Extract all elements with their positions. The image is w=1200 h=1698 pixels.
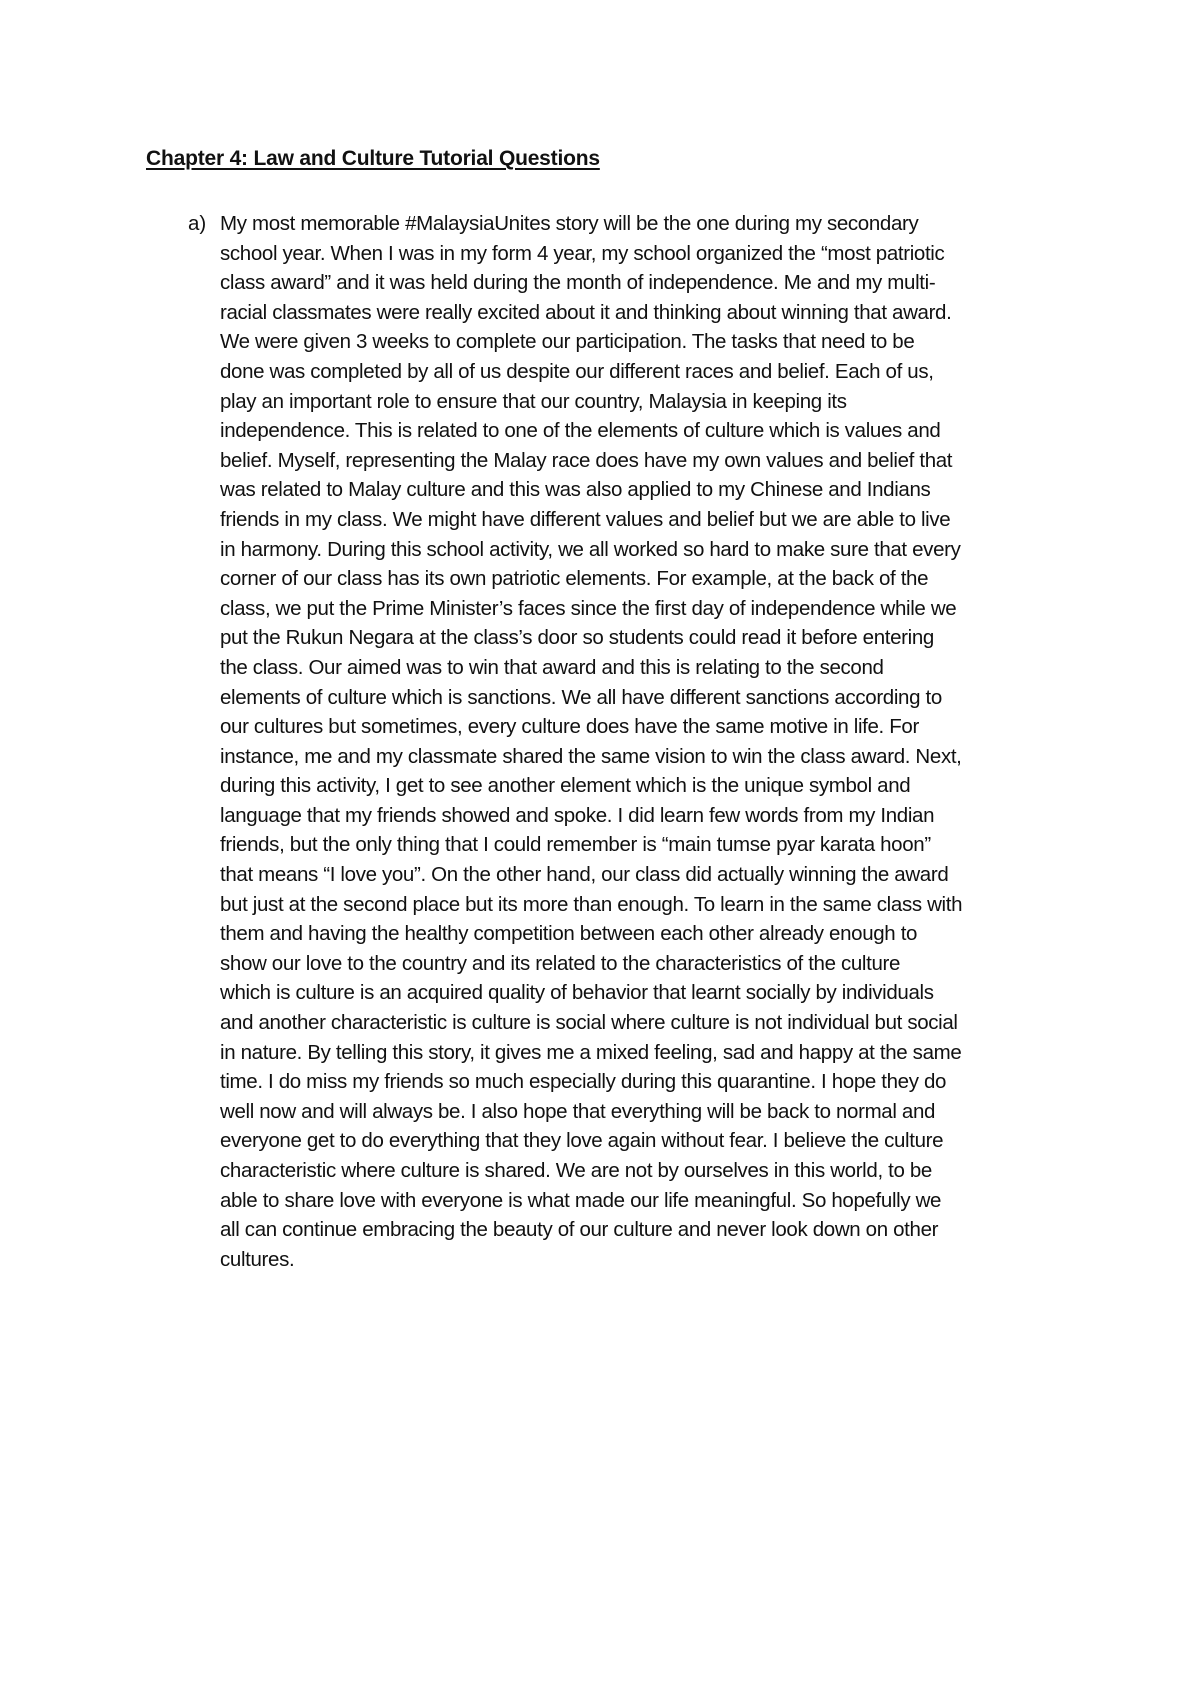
paragraph-line: able to share love with everyone is what made our life meaningful. So hopefully we xyxy=(220,1188,942,1212)
paragraph-line: racial classmates were really excited about it and thinking about winning that award. xyxy=(220,300,952,324)
paragraph-line: done was completed by all of us despite our different races and belief. Each of us, xyxy=(220,359,934,383)
paragraph-line: instance, me and my classmate shared the same vision to win the class award. Next, xyxy=(220,744,962,768)
paragraph-line: that means “I love you”. On the other hand, our class did actually winning the award xyxy=(220,863,949,887)
paragraph-line: independence. This is related to one of the elements of culture which is values and xyxy=(220,419,941,443)
paragraph-line: all can continue embracing the beauty of our culture and never look down on other xyxy=(220,1218,939,1242)
paragraph-line: in harmony. During this school activity, we all worked so hard to make sure that every xyxy=(220,537,961,561)
paragraph-line: was related to Malay culture and this was also applied to my Chinese and Indians xyxy=(220,478,931,502)
paragraph-line: language that my friends showed and spoke. I did learn few words from my Indian xyxy=(220,803,935,827)
answer-paragraph xyxy=(220,209,1068,1274)
paragraph-line: time. I do miss my friends so much especially during this quarantine. I hope they do xyxy=(220,1070,947,1094)
paragraph-line: friends in my class. We might have different values and belief but we are able to live xyxy=(220,507,951,531)
paragraph-line: well now and will always be. I also hope that everything will be back to normal and xyxy=(220,1099,936,1123)
paragraph-line: which is culture is an acquired quality of behavior that learnt socially by individuals xyxy=(220,981,934,1005)
paragraph-line: during this activity, I get to see another element which is the unique symbol and xyxy=(220,774,911,798)
paragraph-line: but just at the second place but its more than enough. To learn in the same class with xyxy=(220,892,963,916)
paragraph-line: characteristic where culture is shared. We are not by ourselves in this world, to be xyxy=(220,1159,932,1182)
paragraph-line: belief. Myself, representing the Malay race does have my own values and belief that xyxy=(220,448,953,472)
paragraph-line: class, we put the Prime Minister’s faces since the first day of independence while we xyxy=(220,596,957,620)
document-title: Chapter 4: Law and Culture Tutorial Questions xyxy=(146,147,600,170)
paragraph-line: class award” and it was held during the month of independence. Me and my multi- xyxy=(220,271,936,295)
paragraph-line: our cultures but sometimes, every culture does have the same motive in life. For xyxy=(220,715,919,739)
paragraph-line: elements of culture which is sanctions. We all have different sanctions according to xyxy=(220,685,942,709)
paragraph-line: corner of our class has its own patriotic elements. For example, at the back of the xyxy=(220,567,929,591)
paragraph-line: school year. When I was in my form 4 year, my school organized the “most patriotic xyxy=(220,241,945,265)
paragraph-line: them and having the healthy competition between each other already enough to xyxy=(220,922,918,946)
paragraph-line: My most memorable #MalaysiaUnites story will be the one during my secondary xyxy=(220,212,919,235)
list-marker: a) xyxy=(188,212,207,235)
paragraph-line: the class. Our aimed was to win that award and this is relating to the second xyxy=(220,655,884,679)
paragraph-line: put the Rukun Negara at the class’s door so students could read it before entering xyxy=(220,626,934,650)
paragraph-line: show our love to the country and its related to the characteristics of the culture xyxy=(220,951,901,975)
paragraph-line: and another characteristic is culture is social where culture is not individual but social xyxy=(220,1011,958,1035)
paragraph-line: in nature. By telling this story, it gives me a mixed feeling, sad and happy at the same xyxy=(220,1040,962,1064)
paragraph-line: cultures. xyxy=(220,1247,295,1271)
paragraph-line: friends, but the only thing that I could remember is “main tumse pyar karata hoon” xyxy=(220,833,931,857)
paragraph-line: We were given 3 weeks to complete our participation. The tasks that need to be xyxy=(220,330,915,354)
paragraph-line: everyone get to do everything that they love again without fear. I believe the culture xyxy=(220,1129,944,1153)
paragraph-line: play an important role to ensure that our country, Malaysia in keeping its xyxy=(220,389,847,413)
